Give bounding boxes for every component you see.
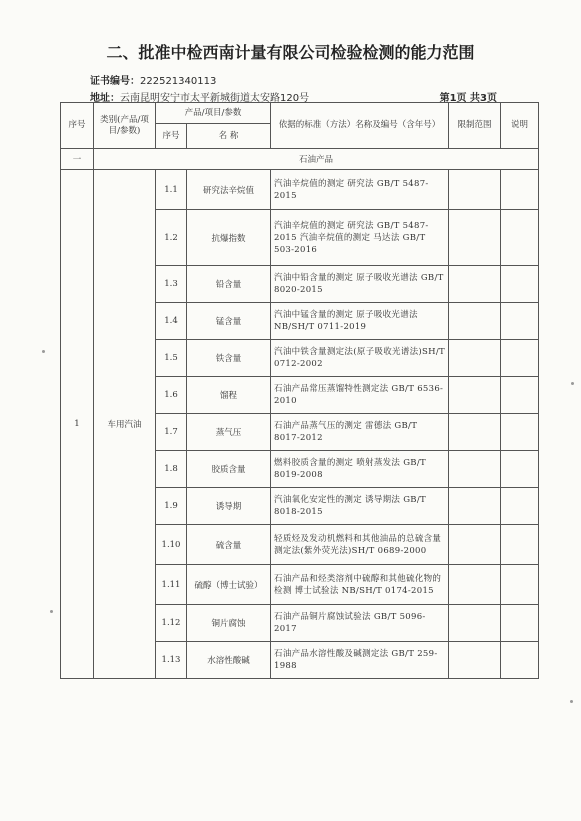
item-standard: 石油产品水溶性酸及碱测定法 GB/T 259-1988 (271, 642, 449, 679)
item-limit (449, 210, 501, 266)
item-standard: 石油产品铜片腐蚀试验法 GB/T 5096-2017 (271, 605, 449, 642)
item-standard: 汽油中锰含量的测定 原子吸收光谱法 NB/SH/T 0711-2019 (271, 303, 449, 340)
item-note (501, 210, 539, 266)
item-number: 1.11 (156, 565, 187, 605)
certificate-number (90, 72, 216, 87)
item-standard: 石油产品常压蒸馏特性测定法 GB/T 6536-2010 (271, 377, 449, 414)
item-note (501, 605, 539, 642)
item-note (501, 642, 539, 679)
item-name: 铅含量 (187, 266, 271, 303)
capability-table (60, 102, 539, 679)
item-standard: 石油产品和烃类溶剂中硫醇和其他硫化物的检测 博士试验法 NB/SH/T 0174-2015 (271, 565, 449, 605)
item-standard: 燃料胶质含量的测定 喷射蒸发法 GB/T 8019-2008 (271, 451, 449, 488)
item-name: 锰含量 (187, 303, 271, 340)
item-number: 1.10 (156, 525, 187, 565)
item-standard: 石油产品蒸气压的测定 雷德法 GB/T 8017-2012 (271, 414, 449, 451)
cert-label: 证书编号： (90, 76, 140, 87)
item-name: 硫含量 (187, 525, 271, 565)
item-limit (449, 451, 501, 488)
item-limit (449, 525, 501, 565)
item-name: 胶质含量 (187, 451, 271, 488)
item-number: 1.12 (156, 605, 187, 642)
item-note (501, 525, 539, 565)
header-standard: 依据的标准（方法）名称及编号（含年号） (271, 103, 449, 149)
item-standard: 汽油辛烷值的测定 研究法 GB/T 5487-2015 (271, 170, 449, 210)
header-sub-seq: 序号 (156, 124, 187, 149)
item-standard: 汽油中铁含量测定法(原子吸收光谱法)SH/T 0712-2002 (271, 340, 449, 377)
item-number: 1.13 (156, 642, 187, 679)
header-note: 说明 (501, 103, 539, 149)
table-row (61, 170, 539, 210)
address-value: 云南昆明安宁市太平新城街道太安路120号 (120, 93, 310, 104)
item-note (501, 451, 539, 488)
item-number: 1.8 (156, 451, 187, 488)
item-number: 1.2 (156, 210, 187, 266)
item-limit (449, 170, 501, 210)
cert-value: 222521340113 (140, 76, 217, 87)
item-name: 铁含量 (187, 340, 271, 377)
item-limit (449, 565, 501, 605)
item-limit (449, 340, 501, 377)
item-limit (449, 266, 501, 303)
item-limit (449, 377, 501, 414)
item-note (501, 565, 539, 605)
item-number: 1.5 (156, 340, 187, 377)
section-label: 石油产品 (94, 149, 539, 170)
item-standard: 轻质烃及发动机燃料和其他油品的总硫含量测定法(紫外荧光法)SH/T 0689-2000 (271, 525, 449, 565)
item-name: 诱导期 (187, 488, 271, 525)
item-standard: 汽油氧化安定性的测定 诱导期法 GB/T 8018-2015 (271, 488, 449, 525)
address-label: 地址： (90, 93, 120, 104)
item-number: 1.3 (156, 266, 187, 303)
header-seq: 序号 (61, 103, 94, 149)
scan-speck (50, 610, 53, 613)
page-info: 第1页 共3页 (439, 93, 497, 104)
item-number: 1.6 (156, 377, 187, 414)
item-name: 蒸气压 (187, 414, 271, 451)
scan-speck (42, 350, 45, 353)
item-note (501, 488, 539, 525)
item-note (501, 266, 539, 303)
item-standard: 汽油辛烷值的测定 研究法 GB/T 5487-2015 汽油辛烷值的测定 马达法 GB/T 503-2016 (271, 210, 449, 266)
item-note (501, 170, 539, 210)
group-seq: 1 (61, 170, 94, 679)
header-limit: 限制范围 (449, 103, 501, 149)
item-name: 抗爆指数 (187, 210, 271, 266)
item-name: 研究法辛烷值 (187, 170, 271, 210)
item-number: 1.7 (156, 414, 187, 451)
item-number: 1.1 (156, 170, 187, 210)
item-note (501, 340, 539, 377)
item-limit (449, 303, 501, 340)
item-note (501, 414, 539, 451)
header-category: 类别(产品/项目/参数) (94, 103, 156, 149)
item-limit (449, 414, 501, 451)
item-name: 馏程 (187, 377, 271, 414)
item-limit (449, 642, 501, 679)
item-name: 铜片腐蚀 (187, 605, 271, 642)
item-number: 1.4 (156, 303, 187, 340)
item-limit (449, 605, 501, 642)
item-name: 硫醇（博士试验） (187, 565, 271, 605)
scan-speck (571, 382, 574, 385)
item-name: 水溶性酸碱 (187, 642, 271, 679)
item-note (501, 377, 539, 414)
section-seq: 一 (61, 149, 94, 170)
scan-speck (570, 700, 573, 703)
section-row (61, 149, 539, 170)
item-note (501, 303, 539, 340)
header-product-group: 产品/项目/参数 (156, 103, 271, 124)
item-limit (449, 488, 501, 525)
header-name: 名 称 (187, 124, 271, 149)
item-standard: 汽油中铅含量的测定 原子吸收光谱法 GB/T 8020-2015 (271, 266, 449, 303)
document-title: 二、批准中检西南计量有限公司检验检测的能力范围 (106, 43, 475, 62)
group-category: 车用汽油 (94, 170, 156, 679)
item-number: 1.9 (156, 488, 187, 525)
header-row-1 (61, 103, 539, 124)
